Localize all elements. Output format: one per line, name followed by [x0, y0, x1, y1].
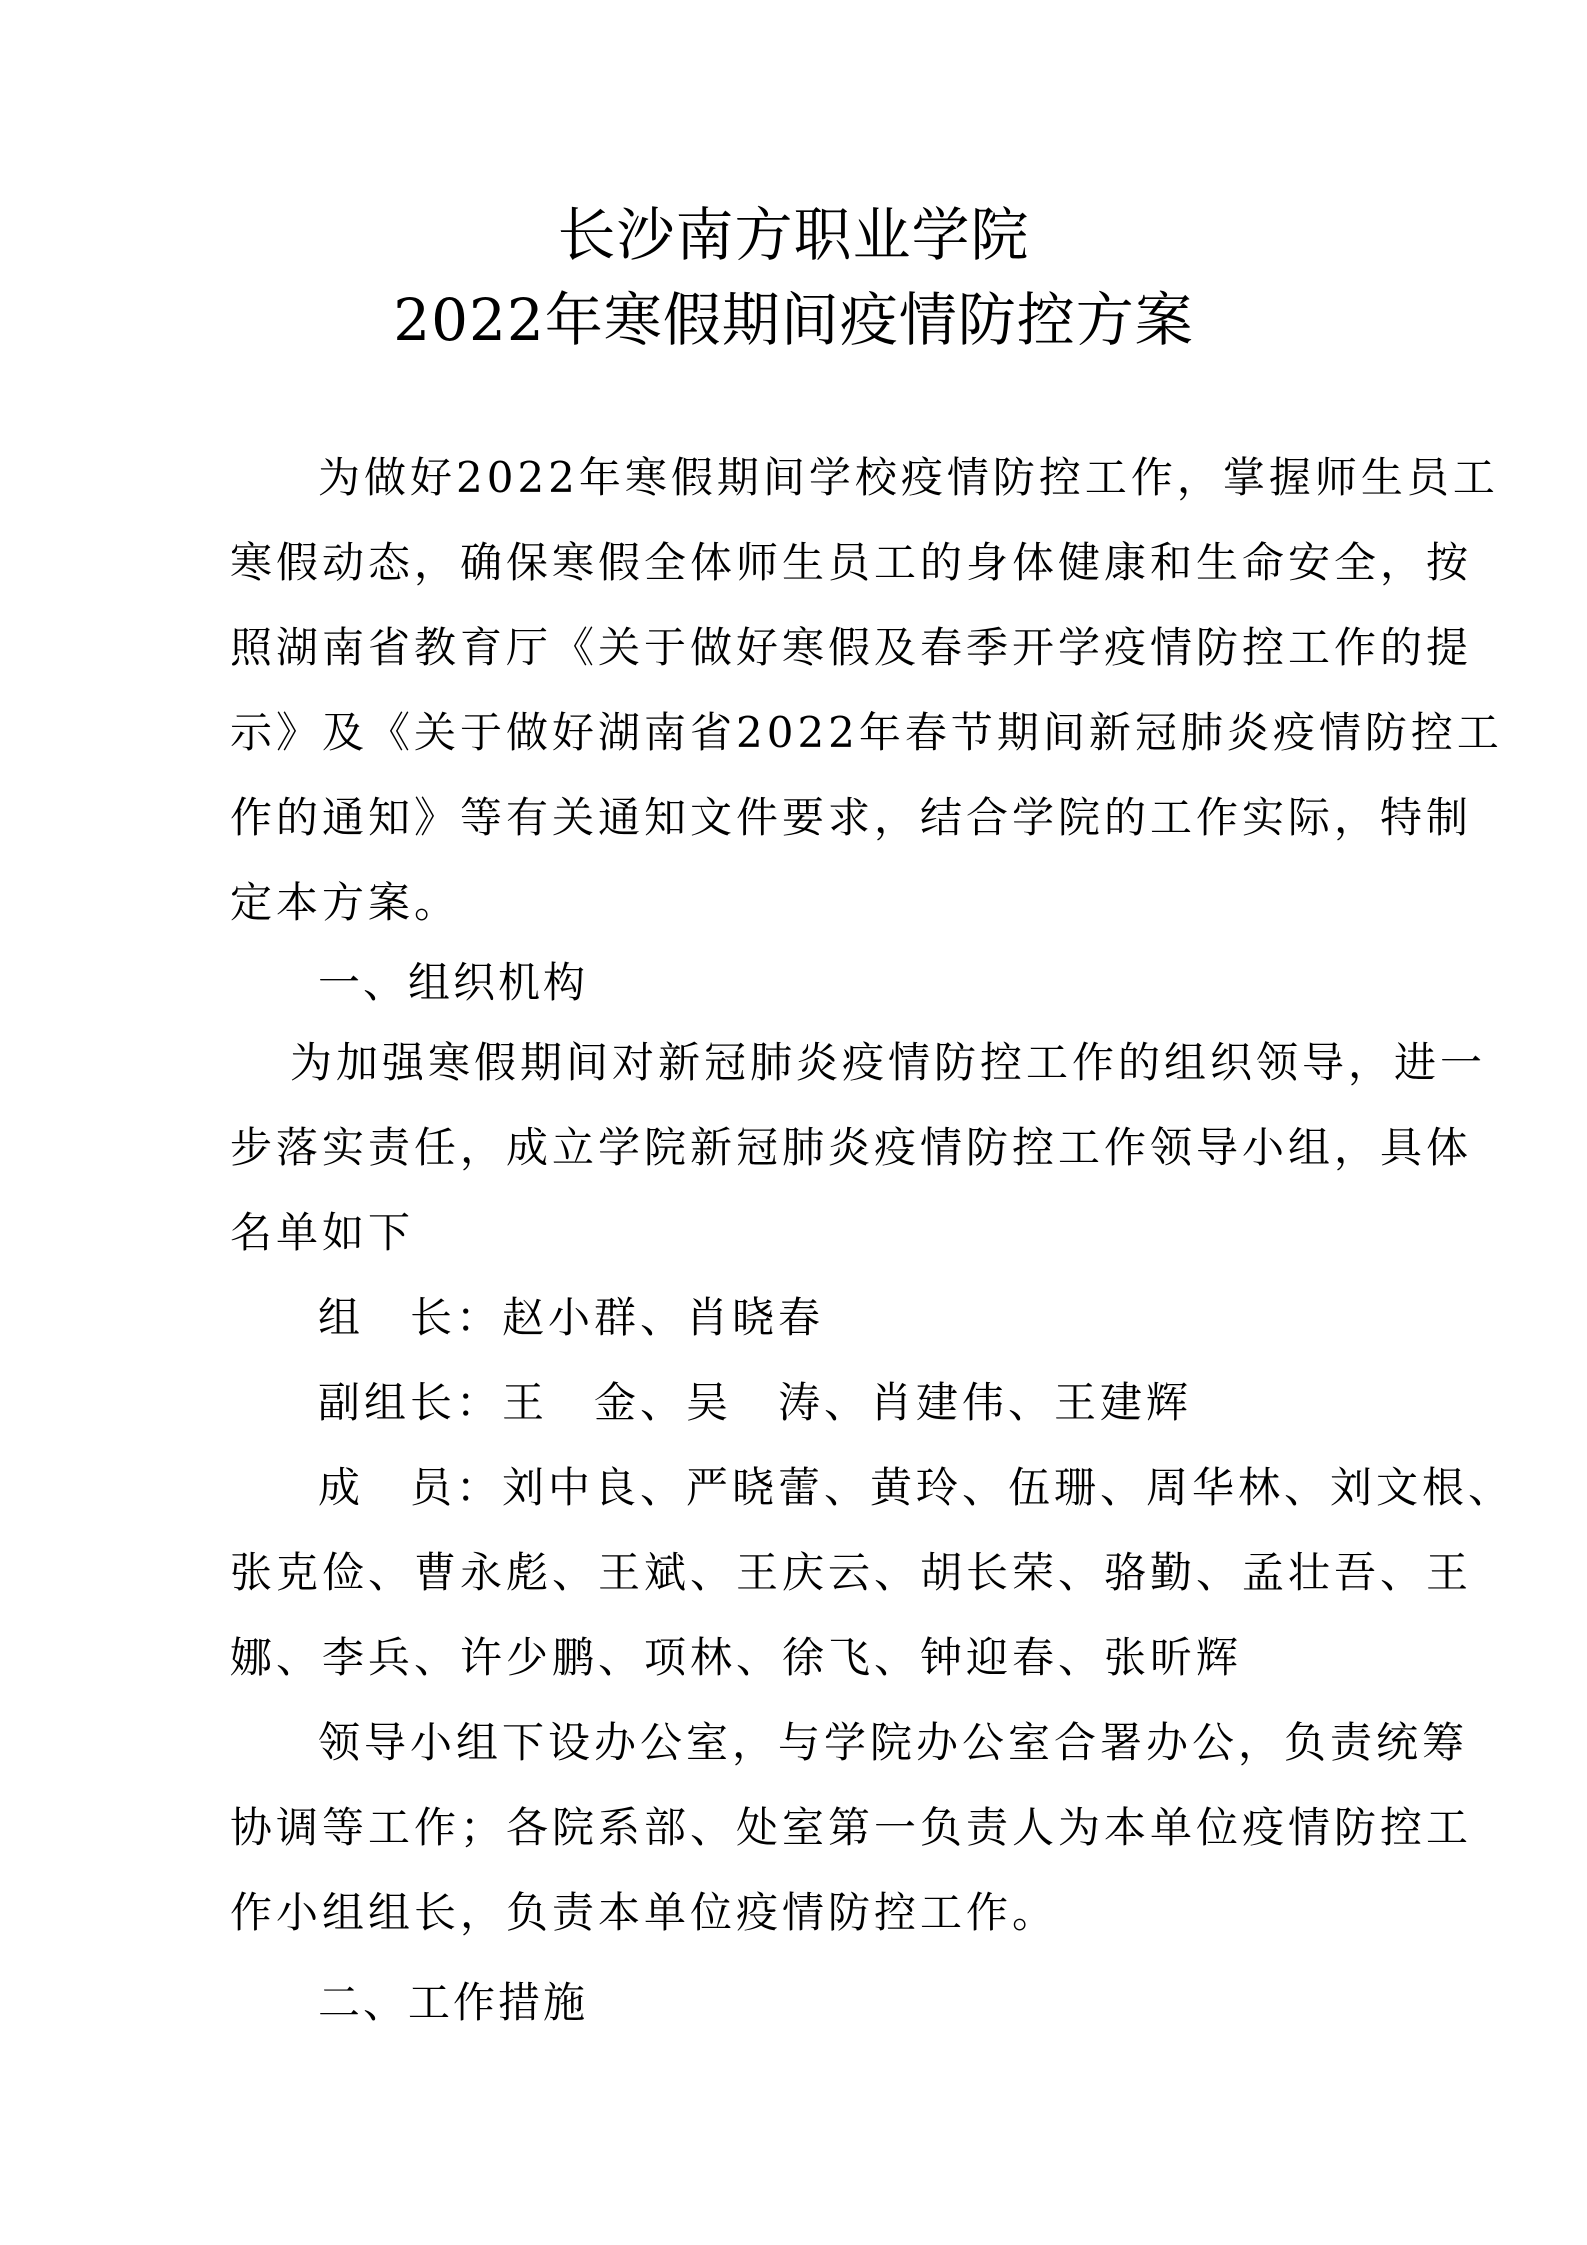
leader-line: 组 长：赵小群、肖晓春 [318, 1293, 825, 1342]
members-line: 娜、李兵、许少鹏、项林、徐飞、钟迎春、张昕辉 [230, 1633, 1243, 1682]
intro-line: 寒假动态，确保寒假全体师生员工的身体健康和生命安全，按 [230, 538, 1473, 587]
intro-line: 照湖南省教育厅《关于做好寒假及春季开学疫情防控工作的提 [230, 623, 1473, 672]
section1-line: 名单如下 [230, 1208, 415, 1257]
office-line: 领导小组下设办公室，与学院办公室合署办公，负责统筹 [318, 1718, 1469, 1767]
document-title-line1: 长沙南方职业学院 [557, 201, 1030, 269]
intro-line: 示》及《关于做好湖南省2022年春节期间新冠肺炎疫情防控工 [230, 708, 1503, 757]
office-line: 协调等工作；各院系部、处室第一负责人为本单位疫情防控工 [230, 1803, 1473, 1852]
deputy-line: 副组长：王 金、吴 涛、肖建伟、王建辉 [318, 1378, 1193, 1427]
members-line: 成 员：刘中良、严晓蕾、黄玲、伍珊、周华林、刘文根、 [318, 1463, 1515, 1512]
members-line: 张克俭、曹永彪、王斌、王庆云、胡长荣、骆勤、孟壮吾、王 [230, 1548, 1473, 1597]
intro-line: 为做好2022年寒假期间学校疫情防控工作，掌握师生员工 [318, 453, 1499, 502]
section1-line: 步落实责任，成立学院新冠肺炎疫情防控工作领导小组，具体 [230, 1123, 1473, 1172]
document-title-line2: 2022年寒假期间疫情防控方案 [393, 286, 1194, 354]
intro-line: 定本方案。 [230, 878, 461, 927]
section2-heading: 二、工作措施 [318, 1978, 589, 2027]
intro-line: 作的通知》等有关通知文件要求，结合学院的工作实际，特制 [230, 793, 1473, 842]
section1-heading: 一、组织机构 [318, 958, 589, 1007]
section1-line: 为加强寒假期间对新冠肺炎疫情防控工作的组织领导，进一 [290, 1038, 1487, 1087]
office-line: 作小组组长，负责本单位疫情防控工作。 [230, 1888, 1059, 1937]
